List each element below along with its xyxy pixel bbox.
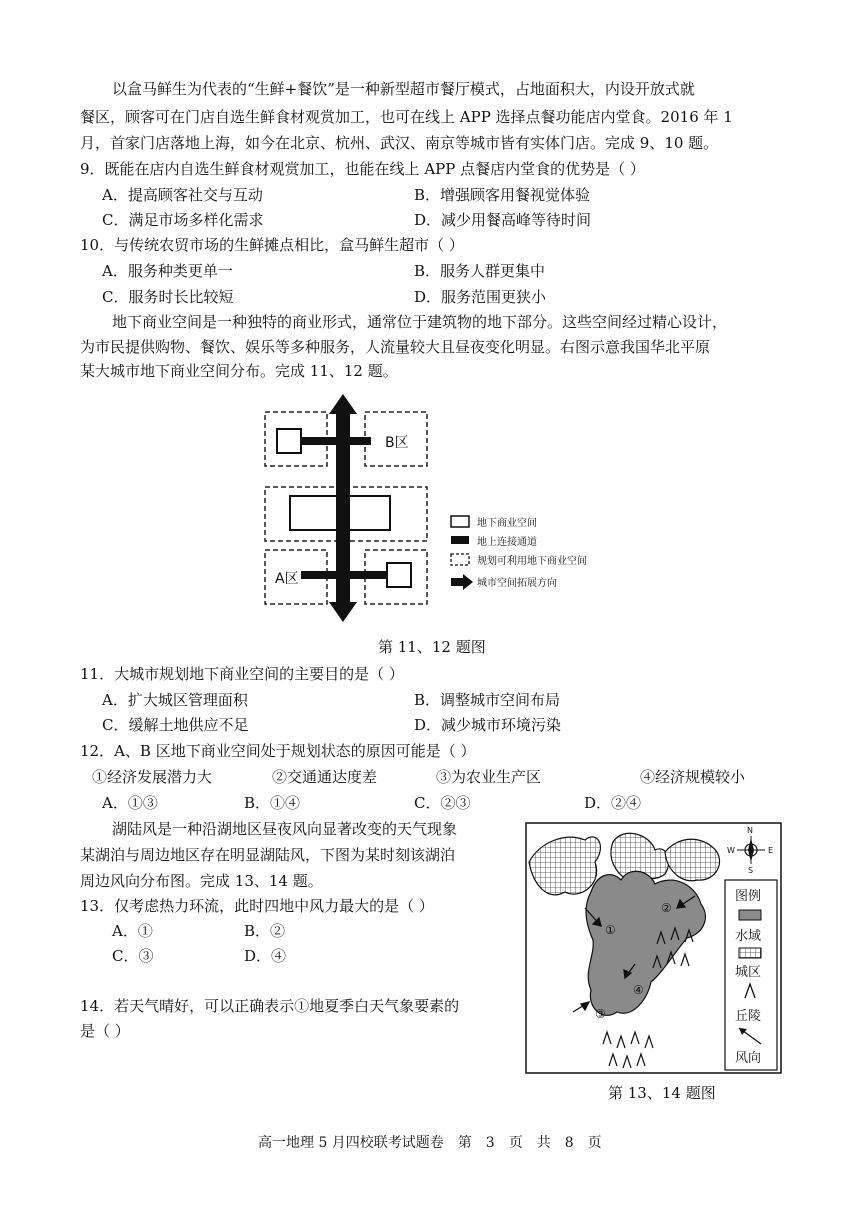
svg-text:W: W: [727, 846, 735, 855]
q12-statement-3: ③为农业生产区: [436, 768, 542, 786]
q10-option-a: A．服务种类更单一: [102, 262, 233, 280]
q9-stem: 9．既能在店内自选生鲜食材观赏加工，也能在线上 APP 点餐店内堂食的优势是（ ）: [80, 160, 645, 178]
q10-option-d: D．服务范围更狭小: [414, 288, 547, 306]
underground-space-top-left: [277, 429, 301, 453]
legend-urban-icon: [739, 948, 761, 958]
legend-wind-label: 风向: [735, 1051, 762, 1066]
point-3-label: ③: [595, 1007, 606, 1021]
q11-option-a: A．扩大城区管理面积: [102, 691, 248, 709]
q9-option-d: D．减少用餐高峰等待时间: [414, 211, 592, 229]
expansion-axis: [336, 410, 350, 606]
legend-passage-label: 地上连接通道: [477, 537, 537, 548]
legend-planned-icon: [451, 554, 469, 565]
q11-option-b: B．调整城市空间布局: [414, 691, 561, 709]
legend-title: 图例: [735, 889, 762, 904]
legend-hill-label: 丘陵: [735, 1009, 762, 1024]
legend-water-label: 水域: [735, 929, 762, 944]
legend-passage-icon: [451, 536, 469, 544]
q12-statement-1: ①经济发展潜力大: [92, 768, 213, 786]
q13-stem: 13．仅考虑热力环流，此时四地中风力最大的是（ ）: [80, 897, 434, 915]
legend-underground-label: 地下商业空间: [477, 518, 537, 529]
passage2-line1: 地下商业空间是一种独特的商业形式，通常位于建筑物的地下部分。这些空间经过精心设计，: [112, 313, 728, 331]
q10-option-b: B．服务人群更集中: [414, 262, 546, 280]
q13-option-c: C．③: [112, 947, 154, 965]
legend-urban-label: 城区: [735, 965, 762, 980]
q11-option-d: D．减少城市环境污染: [414, 716, 562, 734]
legend-planned-label: 规划可利用地下商业空间: [477, 556, 587, 567]
underground-space-map: [255, 392, 615, 624]
passage1-line2: 餐区，顾客可在门店自选生鲜食材观赏加工，也可在线上 APP 选择点餐功能店内堂食。2016 年 1: [80, 108, 733, 126]
q12-option-b: B．①④: [244, 794, 301, 812]
arrow-up-icon: [329, 394, 357, 414]
figure1-caption: 第 11、12 题图: [378, 638, 486, 656]
q12-option-c: C．②③: [414, 794, 471, 812]
passage3-line2: 某湖泊与周边地区存在明显湖陆风，下图为某时刻该湖泊: [80, 846, 456, 864]
svg-text:E: E: [768, 846, 774, 855]
q10-stem: 10．与传统农贸市场的生鲜摊点相比，盒马鲜生超市（ ）: [80, 236, 464, 254]
legend-water-icon: [739, 910, 761, 920]
legend-expansion-label: 城市空间拓展方向: [477, 578, 557, 589]
q9-option-a: A．提高顾客社交与互动: [102, 186, 263, 204]
q12-option-a: A．①③: [102, 794, 158, 812]
q12-option-d: D．②④: [584, 794, 642, 812]
q10-option-c: C．服务时长比较短: [102, 288, 234, 306]
underground-space-bottom-right: [387, 563, 411, 587]
q12-statement-2: ②交通通达度差: [272, 768, 378, 786]
lake-wind-map: [525, 822, 782, 1074]
q11-option-c: C．缓解土地供应不足: [102, 716, 249, 734]
passage3-line3: 周边风向分布图。完成 13、14 题。: [80, 872, 323, 890]
arrow-down-icon: [329, 602, 357, 622]
point-4-label: ④: [633, 983, 644, 997]
q13-option-a: A．①: [112, 922, 153, 940]
page-footer: 高一地理 5 月四校联考试题卷 第 3 页 共 8 页: [258, 1135, 602, 1151]
q11-stem: 11．大城市规划地下商业空间的主要目的是（ ）: [80, 665, 404, 683]
q12-statement-4: ④经济规模较小: [640, 768, 746, 786]
svg-text:S: S: [748, 866, 754, 875]
q9-option-b: B．增强顾客用餐视觉体验: [414, 186, 591, 204]
q9-option-c: C．满足市场多样化需求: [102, 211, 264, 229]
q13-option-b: B．②: [244, 922, 286, 940]
legend-underground-icon: [451, 516, 469, 527]
q14-stem-line2: 是（ ）: [80, 1022, 130, 1040]
point-2-label: ②: [661, 901, 672, 915]
passage1-line1: 以盒马鲜生为代表的“生鲜+餐饮”是一种新型超市餐厅模式，占地面积大，内设开放式就: [112, 80, 695, 98]
passage3-line1: 湖陆风是一种沿湖地区昼夜风向显著改变的天气现象: [112, 820, 458, 838]
passage2-line2: 为市民提供购物、餐饮、娱乐等多种服务，人流量较大且昼夜变化明显。右图示意我国华北平原: [80, 338, 711, 356]
point-1-label: ①: [605, 923, 616, 937]
figure2-caption: 第 13、14 题图: [608, 1084, 716, 1102]
legend-expansion-arrow-icon: [451, 574, 473, 590]
q13-option-d: D．④: [244, 947, 287, 965]
passage1-line3: 月，首家门店落地上海，如今在北京、杭州、武汉、南京等城市皆有实体门店。完成 9、10 题。: [80, 134, 719, 152]
q12-stem: 12．A、B 区地下商业空间处于规划状态的原因可能是（ ）: [80, 742, 476, 760]
zone-a-label: A区: [275, 571, 299, 587]
svg-text:N: N: [747, 826, 753, 835]
zone-b-label: B区: [385, 435, 409, 451]
passage2-line3: 某大城市地下商业空间分布。完成 11、12 题。: [80, 362, 398, 380]
q14-stem-line1: 14．若天气晴好，可以正确表示①地夏季白天气象要素的: [80, 997, 460, 1015]
